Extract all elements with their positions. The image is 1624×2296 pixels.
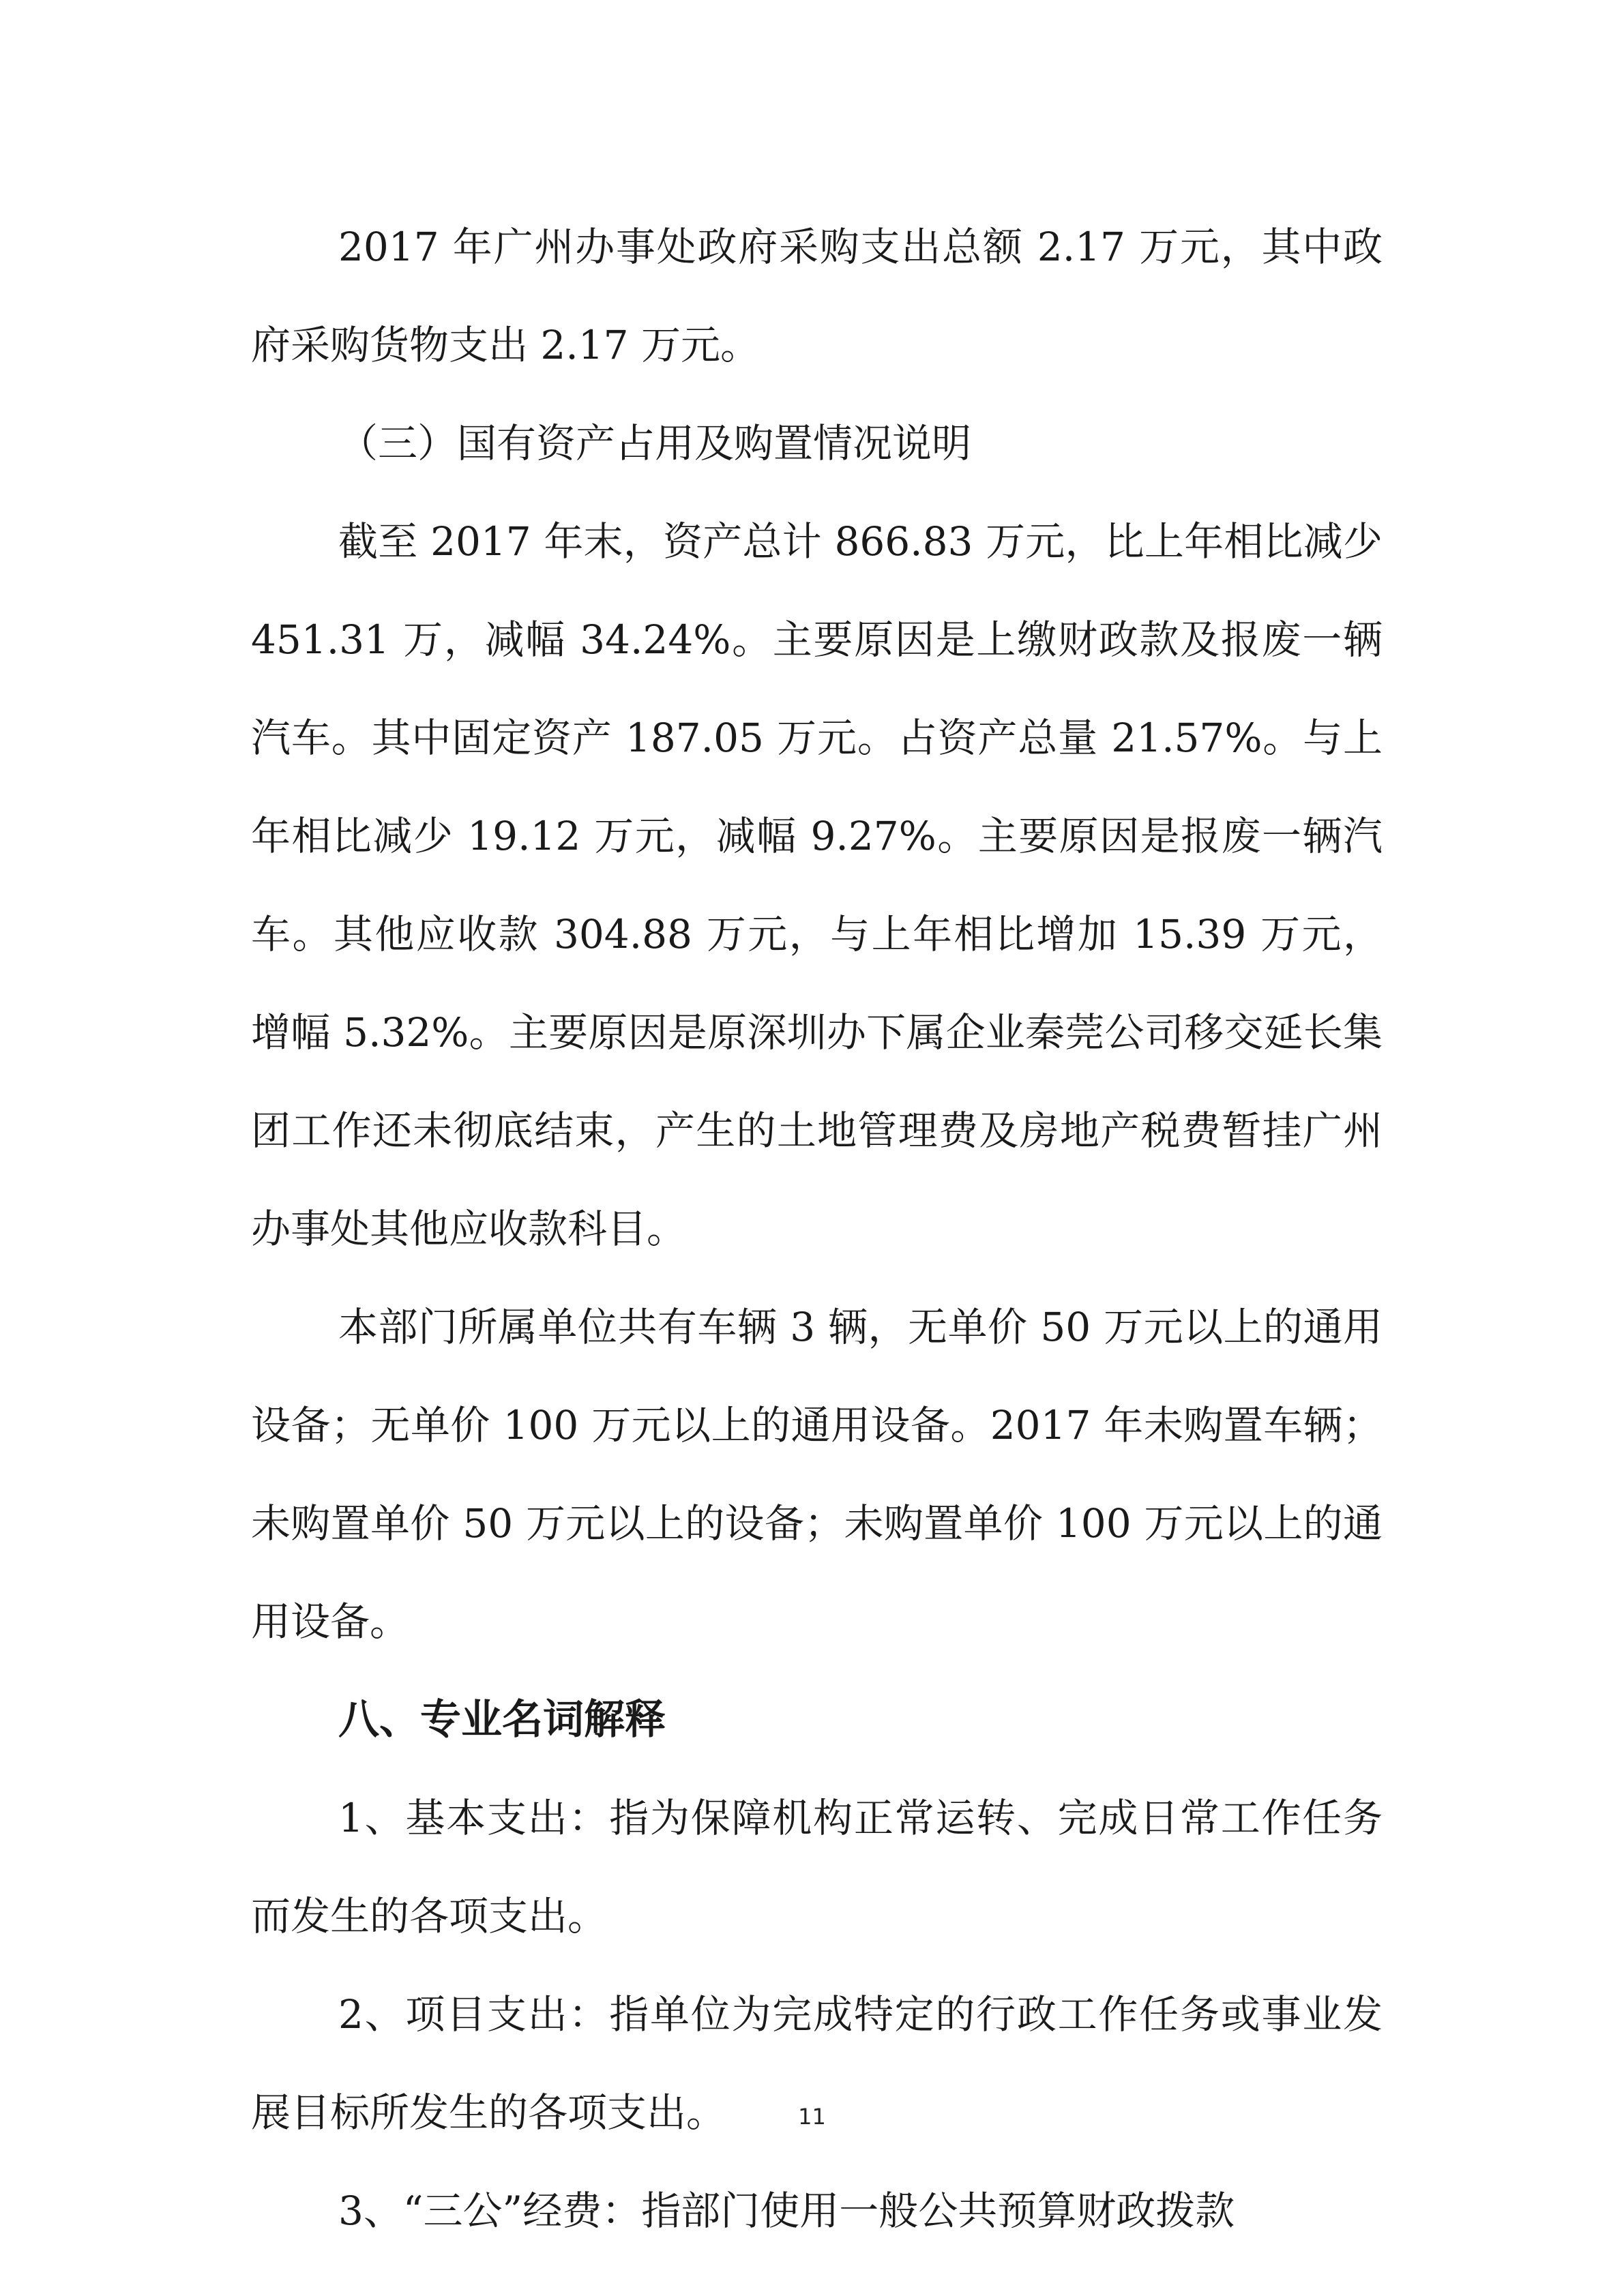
term-three-public-funds: 3、“三公”经费：指部门使用一般公共预算财政拨款 [338, 2188, 1235, 2234]
term-project-expenditure: 2、项目支出：指单位为完成特定的行政工作任务或事业发展目标所发生的各项支出。 [251, 1991, 1383, 2136]
section-heading-terms: 八、专业名词解释 [338, 1696, 666, 1744]
paragraph-procurement: 2017 年广州办事处政府采购支出总额 2.17 万元，其中政府采购货物支出 2.17 万元。 [251, 224, 1383, 368]
document-body [251, 198, 1383, 2260]
page-number: 11 [798, 2104, 826, 2130]
subheading-state-assets: （三）国有资产占用及购置情况说明 [338, 420, 972, 466]
term-basic-expenditure: 1、基本支出：指为保障机构正常运转、完成日常工作任务而发生的各项支出。 [251, 1795, 1383, 1939]
paragraph-vehicles: 本部门所属单位共有车辆 3 辆，无单价 50 万元以上的通用设备；无单价 100 万元以上的通用设备。2017 年未购置车辆；未购置单价 50 万元以上的设备；未购置单价 100 万元以上的通用设备。 [251, 1304, 1383, 1645]
paragraph-assets: 截至 2017 年末，资产总计 866.83 万元，比上年相比减少 451.31 万，减幅 34.24%。主要原因是上缴财政款及报废一辆汽车。其中固定资产 187.05 万元。占资产总量 21.57%。与上年相比减少 19.12 万元，减幅 9.27%。主要原因是报废一辆汽车。其他应收款 304.88 万元，与上年相比增加 15.39 万元，增幅 5.32%。主要原因是原深圳办下属企业秦莞公司移交延长集团工作还未彻底结束，产生的土地管理费及房地产税费暂挂广州办事处其他应收款科目。 [251, 518, 1383, 1252]
